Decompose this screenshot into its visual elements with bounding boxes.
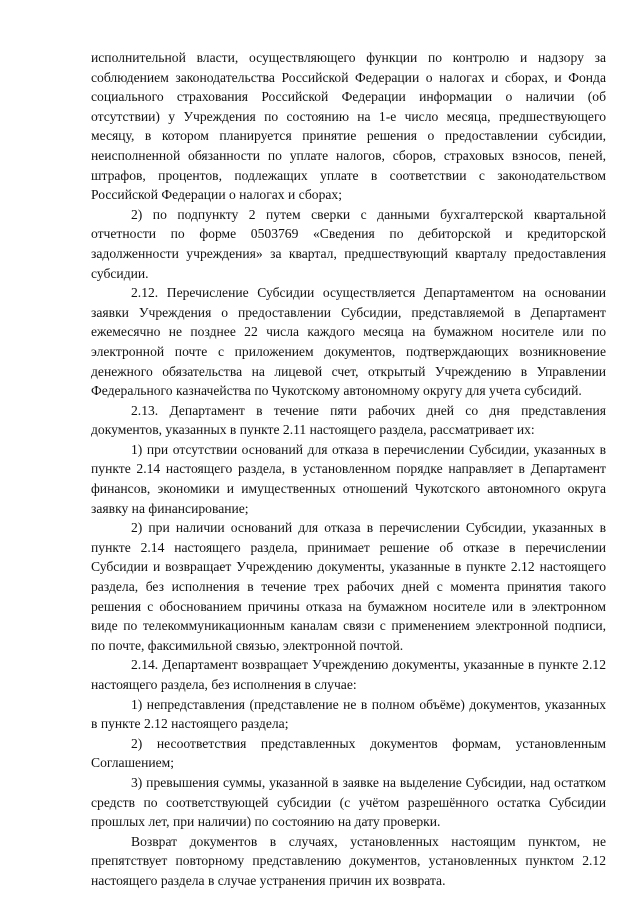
paragraph-clause-2-14-item-1: 1) непредставления (представление не в полном объёме) документов, указанных в пункте 2.12 настоящего раздела; <box>91 696 606 732</box>
paragraph-clause-2-14-item-2: 2) несоответствия представленных документов формам, установленным Соглашением; <box>91 735 606 771</box>
paragraph-clause-2-14: 2.14. Департамент возвращает Учреждению документы, указанные в пункте 2.12 настоящего раздела, без исполнения в случае: <box>91 657 606 692</box>
paragraph-clause-2-13: 2.13. Департамент в течение пяти рабочих дней со дня представления документов, указанных в пункте 2.11 настоящего раздела, рассматривает их: <box>91 402 606 438</box>
paragraph-return-note: Возврат документов в случаях, установленных настоящим пунктом, не препятствует повторному представлению документов, установленных пунктом 2.12 настоящего раздела в случае устранения причин их возврата. <box>91 833 606 888</box>
paragraph-continuation: исполнительной власти, осуществляющего функции по контролю и надзору за соблюдением законодательства Российской Федерации о налогах и сборах, и Фонда социального страхования Российской Федерации информации о наличии (об отсутствии) у Учреждения по состоянию на 1-е число месяца, предшествующего месяцу, в котором планируется принятие решения о предоставлении субсидии, неисполненной обязанности по уплате налогов, сборов, страховых взносов, пеней, штрафов, процентов, подлежащих уплате в соответствии с законодательством Российской Федерации о налогах и сборах; <box>91 50 606 203</box>
paragraph-clause-2-13-item-2: 2) при наличии оснований для отказа в перечислении Субсидии, указанных в пункте 2.14 настоящего раздела, принимает решение об отказе в перечислении Субсидии и возвращает Учреждению документы, указанные в пункте 2.12 настоящего раздела, без исполнения в течение трех рабочих дней с момента принятия такого решения с обоснованием причины отказа на бумажном носителе или в электронном виде по телекоммуникационным каналам связи с применением электронной подписи, по почте, факсимильной связью, электронной почтой. <box>91 520 606 653</box>
paragraph-clause-2-13-item-1: 1) при отсутствии оснований для отказа в перечислении Субсидии, указанных в пункте 2.14 настоящего раздела, в установленном порядке направляет в Департамент финансов, экономики и имущественных отношений Чукотского автономного округа заявку на финансирование; <box>91 441 606 516</box>
paragraph-clause-2-14-item-3: 3) превышения суммы, указанной в заявке на выделение Субсидии, над остатком средств по соответствующей субсидии (с учётом разрешённого остатка Субсидии прошлых лет, при наличии) по состоянию на дату проверки. <box>91 774 606 830</box>
paragraph-clause-2-12: 2.12. Перечисление Субсидии осуществляется Департаментом на основании заявки Учреждения о предоставлении Субсидии, представляемой в Департамент ежемесячно не позднее 22 числа каждого месяца на бумажном носителе или по электронной почте с приложением документов, подтверждающих возникновение денежного обязательства на лицевой счет, открытый Учреждению в Управлении Федерального казначейства по Чукотскому автономному округу для учета субсидий. <box>91 285 606 399</box>
paragraph-subpoint-2-quarterly-report: 2) по подпункту 2 путем сверки с данными бухгалтерской квартальной отчетности по форме 0503769 «Сведения по дебиторской и кредиторской задолженности учреждения» за квартал, предшествующий кварталу предоставления субсидии. <box>91 206 606 281</box>
